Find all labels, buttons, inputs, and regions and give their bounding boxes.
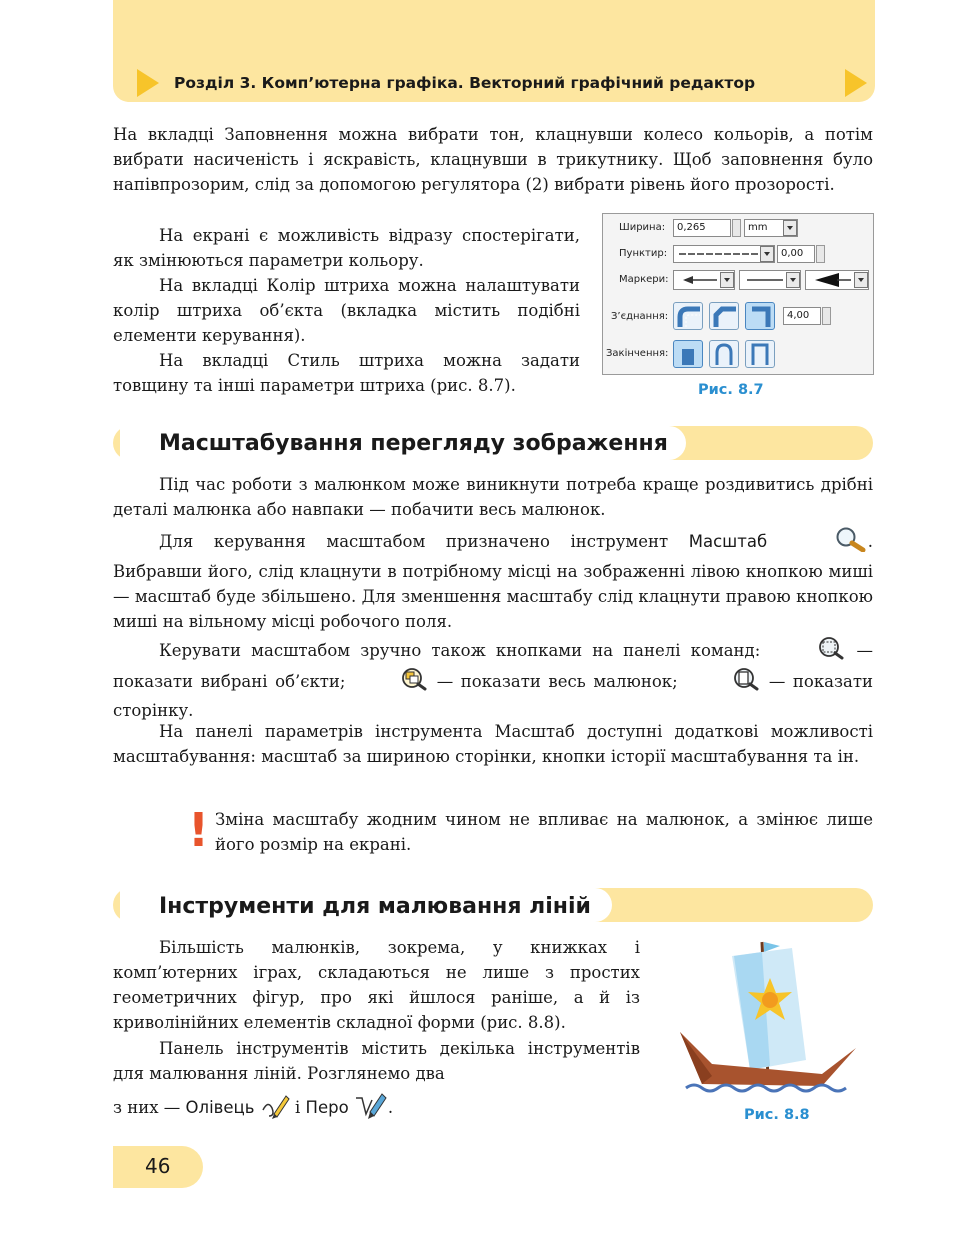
cap-square-icon — [746, 341, 774, 367]
width-input[interactable]: 0,265 — [673, 219, 731, 237]
join-round-button[interactable] — [673, 302, 703, 330]
join-bevel-button[interactable] — [709, 302, 739, 330]
end-marker-dropdown-icon[interactable] — [854, 272, 868, 288]
zoom-tool-name: Масштаб — [688, 532, 768, 551]
cap-round-icon — [710, 341, 738, 367]
dash-offset-spinner[interactable] — [816, 245, 825, 263]
sailboat-illustration — [672, 938, 864, 1100]
markers-label: Маркери: — [619, 274, 669, 285]
arrow-left-marker-icon — [677, 271, 721, 289]
header-right-triangle-icon — [845, 69, 867, 97]
zoom-text-a: Для керування масштабом призначено інструмент — [159, 532, 689, 551]
join-label: З’єднання: — [611, 311, 669, 322]
paragraph-zoom-options: На панелі параметрів інструмента Масштаб доступні додаткові можливості масштабування: масштаб за шириною сторінки, кнопки історії масштабування та ін. — [113, 722, 873, 766]
figure-8-7-caption: Рис. 8.7 — [698, 382, 764, 398]
zoom-buttons-text-b: — показати вибрані об’єкти; — [113, 641, 873, 691]
cap-label: Закінчення: — [606, 348, 669, 359]
mid-marker-dropdown-icon[interactable] — [786, 272, 800, 288]
zoom-buttons-text-c: — показати весь малюнок; — [429, 672, 686, 691]
pen-icon — [354, 1090, 388, 1127]
zoom-text-b: . Вибравши його, слід клацнути в потрібному місці на зображенні лівою кнопкою миші — масштаб буде збільшено. Для зменшення масштабу слід клацнути правою кнопкою миші на вільному місці робочого поля. — [113, 532, 873, 631]
pencil-icon — [260, 1090, 290, 1127]
chapter-title: Розділ 3. Комп’ютерна графіка. Векторний графічний редактор — [174, 74, 756, 92]
pencil-pen-text-b: і — [289, 1098, 306, 1117]
cap-butt-button[interactable] — [673, 340, 703, 368]
dash-label: Пунктир: — [619, 248, 668, 259]
arrow-end-marker-icon — [809, 271, 853, 289]
pen-tool-name: Перо — [305, 1098, 349, 1117]
page-number: 46 — [145, 1154, 171, 1178]
unit-select[interactable]: mm — [744, 219, 798, 237]
width-spinner[interactable] — [732, 219, 741, 237]
cap-square-button[interactable] — [745, 340, 775, 368]
zoom-page-icon — [685, 667, 761, 698]
pencil-tool-name: Олівець — [185, 1098, 255, 1117]
miter-limit-input[interactable]: 4,00 — [783, 307, 821, 325]
join-round-icon — [674, 303, 702, 329]
zoom-selection-icon — [770, 636, 846, 667]
figure-8-8-caption: Рис. 8.8 — [744, 1107, 810, 1123]
dash-offset-input[interactable]: 0,00 — [777, 245, 815, 263]
miter-limit-spinner[interactable] — [822, 307, 831, 325]
stroke-style-panel — [602, 213, 874, 375]
pencil-pen-text-c: . — [387, 1098, 394, 1117]
cap-round-button[interactable] — [709, 340, 739, 368]
paragraph-stroke-style: На вкладці Стиль штриха можна задати товщину та інші параметри штриха (рис. 8.7). — [113, 351, 580, 395]
paragraph-zoom-need: Під час роботи з малюнком може виникнути потреба краще роздивитись дрібні деталі малюнка або навпаки — побачити весь малюнок. — [113, 475, 873, 519]
width-label: Ширина: — [619, 222, 666, 233]
section-title-zoom: Масштабування перегляду зображення — [159, 431, 668, 456]
dash-pattern-icon — [677, 246, 761, 262]
section-title-lines: Інструменти для малювання ліній — [159, 894, 591, 919]
zoom-drawing-icon — [353, 667, 429, 698]
unit-dropdown-icon[interactable] — [783, 220, 797, 236]
note-zoom: Зміна масштабу жодним чином не впливає на малюнок, а змінює лише його розмір на екрані. — [215, 810, 873, 854]
paragraph-pencil-pen — [113, 1090, 640, 1127]
dash-dropdown-icon[interactable] — [760, 246, 774, 262]
join-miter-button[interactable] — [745, 302, 775, 330]
pencil-pen-text-a: з них — — [113, 1098, 186, 1117]
paragraph-zoom-tool — [113, 526, 873, 634]
line-marker-icon — [743, 271, 787, 289]
exclamation-icon: ! — [188, 803, 209, 857]
paragraph-stroke-color: На вкладці Колір штриха можна налаштувати колір штриха об’єкта (вкладка містить подібні елементи керування). — [113, 276, 580, 345]
paragraph-color-preview: На екрані є можливість відразу спостерігати, як змінюються параметри кольору. — [113, 226, 580, 270]
paragraph-zoom-buttons — [113, 636, 873, 723]
cap-butt-icon — [674, 341, 702, 367]
zoom-buttons-text-d: — показати сторінку. — [113, 672, 873, 720]
zoom-buttons-text-a: Керувати масштабом зручно також кнопками на панелі команд: — [159, 641, 761, 660]
paragraph-fill-tab: На вкладці Заповнення можна вибрати тон, клацнувши колесо кольорів, а потім вибрати насиченість і яскравість, клацнувши в трикутнику. Щоб заповнення було напівпрозорим, слід за допомогою регулятора (2) вибрати рівень його прозорості. — [113, 125, 873, 194]
paragraph-line-tools: Панель інструментів містить декілька інструментів для малювання ліній. Розглянемо два — [113, 1039, 640, 1083]
join-miter-icon — [746, 303, 774, 329]
start-marker-dropdown-icon[interactable] — [720, 272, 734, 288]
magnifier-icon — [788, 526, 868, 559]
header-left-triangle-icon — [137, 69, 159, 97]
join-bevel-icon — [710, 303, 738, 329]
paragraph-curves: Більшість малюнків, зокрема, у книжках і комп’ютерних іграх, складаються не лише з простих геометричних фігур, про які йшлося раніше, а й із криволінійних елементів складної форми (рис. 8.8). — [113, 938, 640, 1032]
